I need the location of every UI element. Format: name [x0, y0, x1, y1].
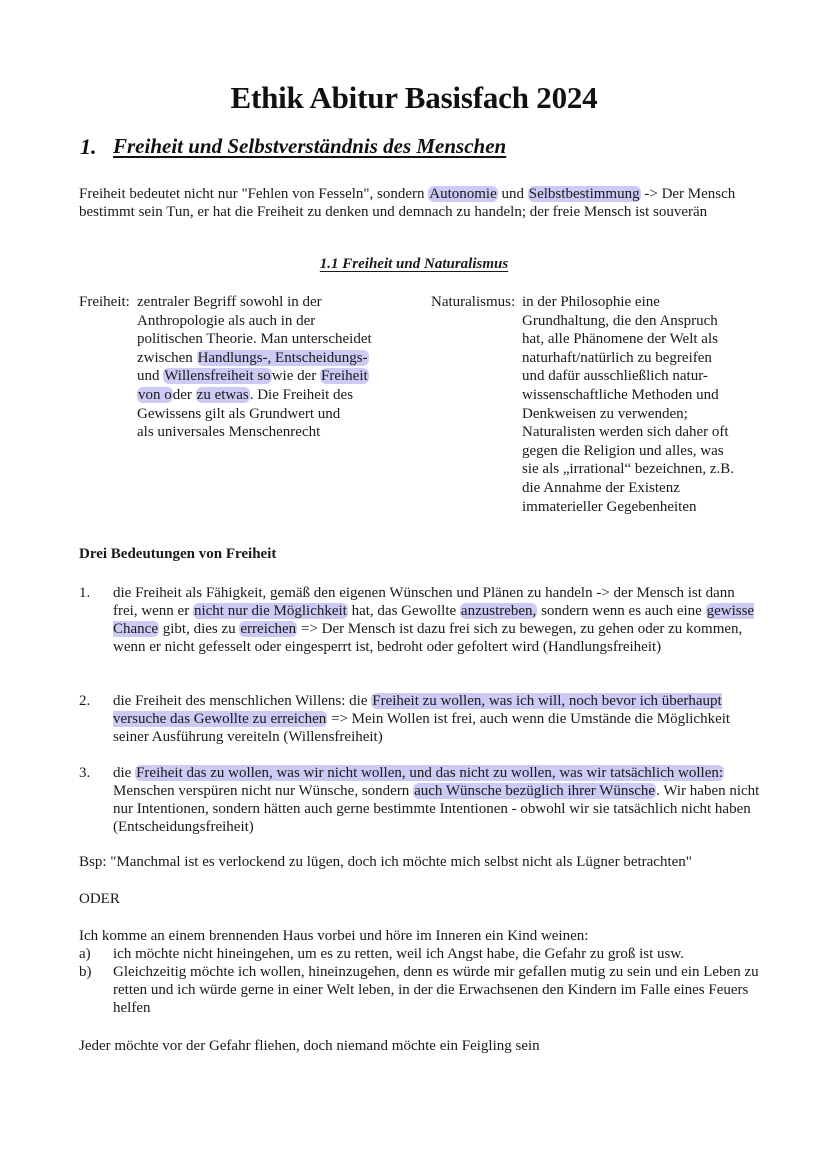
- definition-line: [137, 386, 417, 405]
- example-text: Bsp: "Manchmal ist es verlockend zu lügen, doch ich möchte mich selbst nicht als Lügner betrachten": [79, 854, 692, 870]
- section-number: 1.: [80, 134, 97, 159]
- highlight: Freiheit das zu wollen, was wir nicht wollen, und das nicht zu wollen, was wir tatsächlich wollen:: [136, 765, 724, 781]
- definition-line: naturhaft/natürlich zu begreifen: [522, 349, 712, 366]
- list-label: b): [79, 964, 92, 980]
- definition-line: [137, 349, 417, 368]
- text-run: wie der: [271, 368, 321, 385]
- text-run: Freiheit bedeutet nicht nur "Fehlen von Fesseln", sondern: [79, 186, 429, 202]
- list-number: 2.: [79, 693, 91, 709]
- oder-text: ODER: [79, 891, 120, 907]
- text-run: und: [137, 368, 164, 385]
- intro-paragraph: [79, 185, 759, 221]
- text-run: => Der Mensch ist dazu frei sich zu bewegen, zu gehen oder zu kommen, wenn er nicht gefesselt oder eingesperrt ist, bedroht oder gefoltert wird (Handlungsfreiheit): [113, 621, 743, 655]
- list-item-meaning-3: [113, 764, 763, 836]
- definition-line: zentraler Begriff sowohl in der: [137, 294, 322, 310]
- definition-line: gegen die Religion und alles, was: [522, 442, 724, 459]
- definition-line: [137, 367, 417, 386]
- definition-line: sie als „irrational“ bezeichnen, z.B.: [522, 461, 734, 478]
- definition-line: Naturalisten werden sich daher oft: [522, 424, 729, 441]
- highlight: Selbstbestimmung: [528, 186, 640, 202]
- text-run: zwischen: [137, 349, 197, 366]
- list-number: 3.: [79, 765, 91, 781]
- text-run: => Mein Wollen ist frei, auch wenn die Umstände die Möglichkeit seiner Ausführung vereiteln (Willensfreiheit): [113, 711, 731, 745]
- scenario-item-a: ich möchte nicht hineingehen, um es zu retten, weil ich Angst habe, die Gefahr zu groß ist usw.: [113, 946, 684, 962]
- definition-term-naturalismus: Naturalismus:: [431, 294, 516, 310]
- highlight: nicht nur die Möglichkeit: [193, 603, 347, 619]
- list-label: a): [79, 946, 91, 962]
- highlight: Autonomie: [429, 186, 497, 202]
- document-title: Ethik Abitur Basisfach 2024: [230, 80, 598, 115]
- highlight: auch Wünsche bezüglich ihrer Wünsche: [414, 783, 656, 799]
- text-run: Menschen verspüren nicht nur Wünsche, sondern: [113, 783, 414, 799]
- text-run: sondern wenn es auch eine: [537, 603, 706, 619]
- text-run: hat, das Gewollte: [347, 603, 460, 619]
- highlight: Freiheit: [321, 368, 368, 385]
- text-run: die Freiheit des menschlichen Willens: die: [113, 693, 372, 709]
- text-run: die Freiheit als Fähigkeit, gemäß den eigenen Wünschen und Plänen zu handeln -> der Mensch ist dann frei, wenn er: [113, 585, 735, 619]
- text-run: . Die Freiheit des: [249, 386, 354, 403]
- text-run: der: [172, 386, 196, 403]
- list-number: 1.: [79, 585, 91, 601]
- text-run: und: [497, 186, 528, 202]
- section-heading: Freiheit und Selbstverständnis des Menschen: [113, 134, 507, 158]
- definition-line: immaterieller Gegebenheiten: [522, 498, 697, 515]
- highlight: erreichen: [240, 621, 297, 637]
- conclusion-text: Jeder möchte vor der Gefahr fliehen, doch niemand möchte ein Feigling sein: [79, 1038, 540, 1054]
- definition-line: in der Philosophie eine: [522, 294, 660, 310]
- list-item-meaning-1: [113, 584, 763, 656]
- meanings-heading: Drei Bedeutungen von Freiheit: [79, 546, 277, 562]
- highlight: gewisse Chance: [113, 603, 755, 637]
- highlight: anzustreben,: [460, 603, 537, 619]
- definition-line: Denkweisen zu verwenden;: [522, 405, 688, 422]
- list-item-meaning-2: [113, 692, 763, 746]
- definition-line: Grundhaltung, die den Anspruch: [522, 312, 718, 329]
- definition-line: hat, alle Phänomene der Welt als: [522, 331, 718, 348]
- text-run: . Wir haben nicht nur Intentionen, sondern hätten auch gerne bestimmte Intentionen - obwohl wir sie tatsächlich nicht haben (Entscheidungsfreiheit): [113, 783, 760, 835]
- highlight: zu etwas: [196, 386, 249, 403]
- highlight: Willensfreiheit so: [164, 368, 271, 385]
- text-run: die: [113, 765, 136, 781]
- text-run: -> Der Mensch bestimmt sein Tun, er hat die Freiheit zu denken und demnach zu handeln; der freie Mensch ist souverän: [79, 186, 736, 220]
- text-run: gibt, dies zu: [158, 621, 240, 637]
- definition-freiheit: [137, 293, 417, 442]
- definition-line: Gewissens gilt als Grundwert und: [137, 405, 341, 422]
- definition-line: die Annahme der Existenz: [522, 479, 680, 496]
- scenario-item-b: Gleichzeitig möchte ich wollen, hineinzugehen, denn es würde mir gefallen mutig zu sein und ein Leben zu retten und ich würde gerne in einer Welt leben, in der die Erwachsenen den Kindern im Falle eines Feuers helfen: [113, 964, 759, 1016]
- highlight: von o: [138, 386, 172, 403]
- subsection-heading-text: 1.1 Freiheit und Naturalismus: [319, 256, 509, 272]
- highlight: Freiheit zu wollen, was ich will, noch bevor ich überhaupt versuche das Gewollte zu erreichen: [113, 693, 722, 727]
- definition-line: als universales Menschenrecht: [137, 424, 321, 441]
- scenario-intro: Ich komme an einem brennenden Haus vorbei und höre im Inneren ein Kind weinen:: [79, 928, 589, 944]
- definition-line: Anthropologie als auch in der: [137, 312, 316, 329]
- definition-line: und dafür ausschließlich natur-: [522, 368, 708, 385]
- definition-naturalismus: [522, 293, 762, 516]
- highlight: Handlungs-, Entscheidungs-: [197, 349, 368, 366]
- definition-term-freiheit: Freiheit:: [79, 294, 130, 310]
- definition-line: politischen Theorie. Man unterscheidet: [137, 331, 372, 348]
- subsection-heading: [0, 256, 828, 273]
- definition-line: wissenschaftliche Methoden und: [522, 386, 719, 403]
